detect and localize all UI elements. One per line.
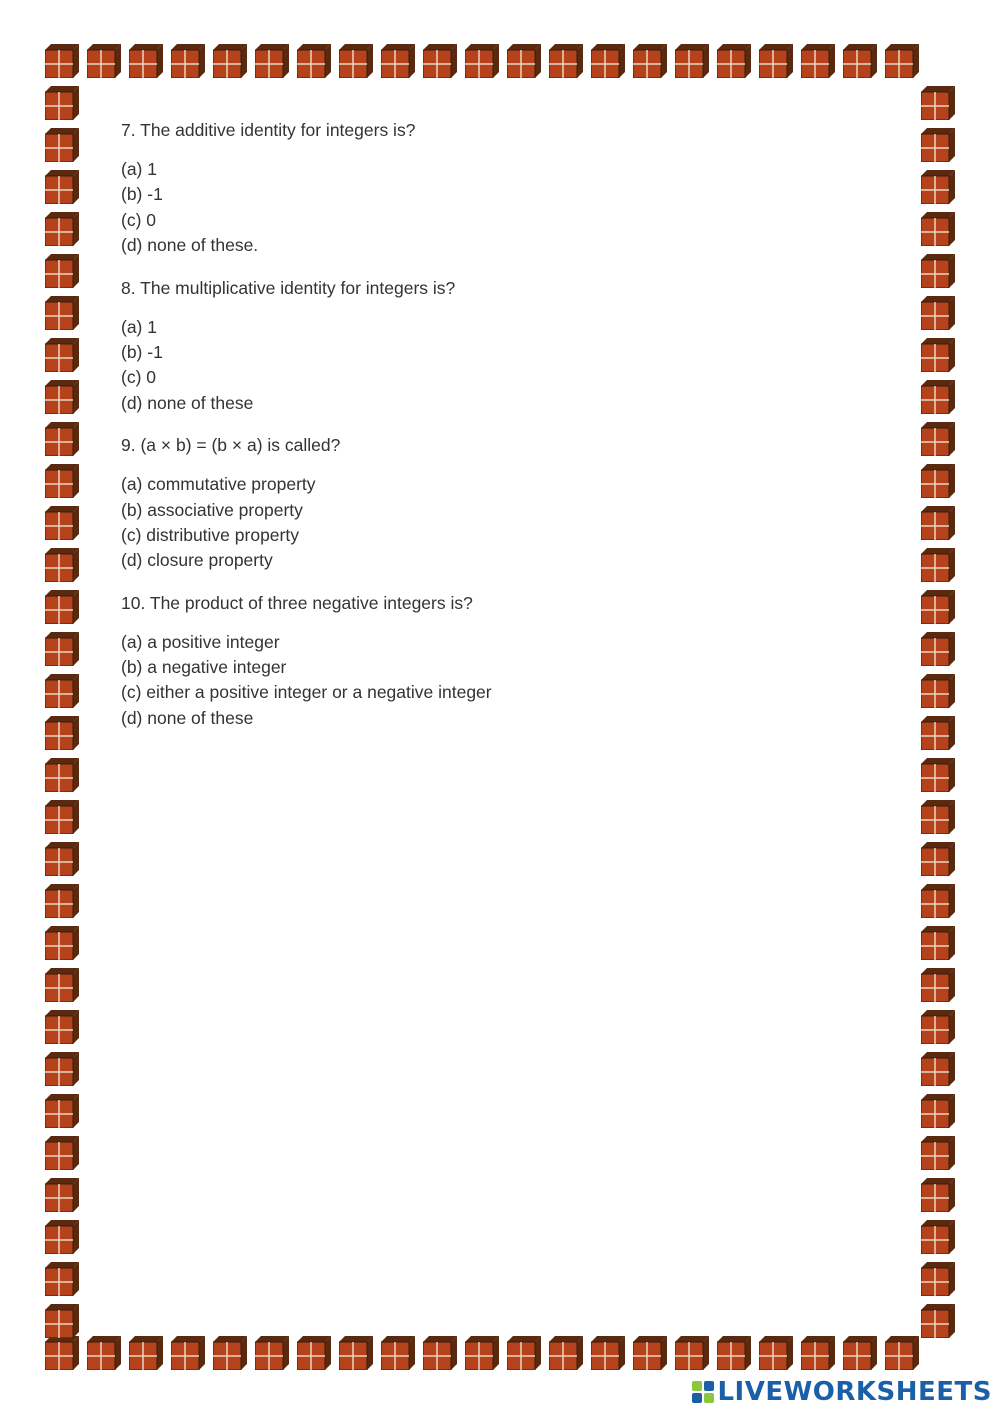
- border-brick: [255, 44, 289, 78]
- brick-icon: [45, 758, 79, 792]
- option-c[interactable]: (c) distributive property: [121, 524, 299, 545]
- border-brick: [717, 44, 751, 78]
- brick-icon: [45, 338, 79, 372]
- border-brick: [921, 86, 955, 120]
- option-b[interactable]: (b) a negative integer: [121, 657, 287, 678]
- brick-icon: [843, 44, 877, 78]
- option-d[interactable]: (d) none of these.: [121, 235, 259, 256]
- brick-icon: [297, 1336, 331, 1370]
- brick-icon: [921, 422, 955, 456]
- liveworksheets-logo-text: LIVEWORKSHEETS: [717, 1377, 992, 1407]
- brick-icon: [129, 44, 163, 78]
- border-brick: [45, 674, 79, 708]
- brick-icon: [465, 44, 499, 78]
- border-brick: [45, 296, 79, 330]
- brick-icon: [921, 884, 955, 918]
- brick-icon: [507, 44, 541, 78]
- border-brick: [921, 884, 955, 918]
- border-brick: [381, 1336, 415, 1370]
- brick-icon: [921, 758, 955, 792]
- brick-icon: [45, 1262, 79, 1296]
- brick-icon: [45, 86, 79, 120]
- border-brick: [921, 464, 955, 498]
- border-brick: [45, 1178, 79, 1212]
- border-brick: [45, 86, 79, 120]
- brick-icon: [45, 170, 79, 204]
- border-brick: [921, 1052, 955, 1086]
- question-prompt: 7. The additive identity for integers is?: [121, 120, 416, 140]
- brick-icon: [921, 926, 955, 960]
- border-brick: [921, 212, 955, 246]
- border-brick: [921, 1094, 955, 1128]
- border-brick: [213, 1336, 247, 1370]
- brick-icon: [45, 506, 79, 540]
- border-brick: [171, 44, 205, 78]
- brick-icon: [45, 44, 79, 78]
- border-brick: [921, 842, 955, 876]
- brick-icon: [759, 44, 793, 78]
- brick-icon: [45, 716, 79, 750]
- brick-icon: [45, 128, 79, 162]
- brick-icon: [45, 464, 79, 498]
- border-brick: [921, 128, 955, 162]
- liveworksheets-logo: [692, 1377, 992, 1407]
- brick-icon: [45, 1304, 79, 1338]
- brick-icon: [45, 842, 79, 876]
- brick-icon: [339, 44, 373, 78]
- brick-icon: [45, 968, 79, 1002]
- option-d[interactable]: (d) none of these: [121, 707, 254, 728]
- option-a[interactable]: (a) commutative property: [121, 474, 316, 495]
- border-brick: [45, 254, 79, 288]
- question-block-8: [121, 276, 901, 417]
- question-prompt: 10. The product of three negative integers is?: [121, 592, 473, 613]
- brick-icon: [921, 674, 955, 708]
- option-d[interactable]: (d) closure property: [121, 550, 273, 571]
- border-brick: [465, 44, 499, 78]
- brick-icon: [717, 44, 751, 78]
- border-brick: [507, 1336, 541, 1370]
- brick-icon: [45, 1094, 79, 1128]
- brick-icon: [921, 254, 955, 288]
- liveworksheets-logo-icon: [692, 1381, 714, 1403]
- option-b[interactable]: (b) associative property: [121, 499, 303, 520]
- border-brick: [129, 44, 163, 78]
- brick-icon: [213, 1336, 247, 1370]
- brick-icon: [381, 44, 415, 78]
- border-brick: [921, 590, 955, 624]
- border-brick: [87, 44, 121, 78]
- border-brick: [507, 44, 541, 78]
- border-brick: [921, 758, 955, 792]
- border-brick: [45, 926, 79, 960]
- border-brick: [45, 380, 79, 414]
- border-brick: [255, 1336, 289, 1370]
- brick-icon: [591, 44, 625, 78]
- brick-icon: [921, 968, 955, 1002]
- border-brick: [45, 1220, 79, 1254]
- border-brick: [921, 1220, 955, 1254]
- border-brick: [921, 380, 955, 414]
- border-brick: [921, 296, 955, 330]
- border-brick: [759, 1336, 793, 1370]
- option-b[interactable]: (b) -1: [121, 184, 163, 205]
- brick-icon: [921, 506, 955, 540]
- border-brick: [921, 1136, 955, 1170]
- brick-icon: [921, 296, 955, 330]
- border-brick: [675, 1336, 709, 1370]
- brick-icon: [45, 1336, 79, 1370]
- border-brick: [45, 758, 79, 792]
- border-brick: [717, 1336, 751, 1370]
- border-brick: [921, 716, 955, 750]
- border-brick: [45, 884, 79, 918]
- question-block-7: [121, 118, 901, 259]
- brick-icon: [45, 1010, 79, 1044]
- brick-icon: [843, 1336, 877, 1370]
- border-brick: [339, 44, 373, 78]
- brick-icon: [921, 1262, 955, 1296]
- border-brick: [129, 1336, 163, 1370]
- brick-icon: [921, 590, 955, 624]
- border-brick: [45, 170, 79, 204]
- brick-icon: [129, 1336, 163, 1370]
- border-brick: [171, 1336, 205, 1370]
- border-brick: [381, 44, 415, 78]
- brick-icon: [423, 1336, 457, 1370]
- border-brick: [591, 1336, 625, 1370]
- option-c[interactable]: (c) 0: [121, 367, 156, 388]
- brick-icon: [339, 1336, 373, 1370]
- brick-icon: [465, 1336, 499, 1370]
- options-list: [121, 630, 901, 732]
- brick-icon: [921, 632, 955, 666]
- brick-icon: [171, 44, 205, 78]
- brick-icon: [507, 1336, 541, 1370]
- brick-icon: [675, 44, 709, 78]
- border-brick: [921, 800, 955, 834]
- border-brick: [45, 1010, 79, 1044]
- border-brick: [45, 590, 79, 624]
- brick-icon: [45, 632, 79, 666]
- brick-icon: [921, 128, 955, 162]
- brick-icon: [885, 44, 919, 78]
- border-brick: [921, 1178, 955, 1212]
- border-brick: [921, 1010, 955, 1044]
- border-brick: [549, 44, 583, 78]
- border-brick: [801, 44, 835, 78]
- border-brick: [921, 338, 955, 372]
- brick-icon: [921, 1010, 955, 1044]
- border-brick: [45, 506, 79, 540]
- brick-icon: [921, 1094, 955, 1128]
- border-brick: [885, 44, 919, 78]
- border-brick: [45, 422, 79, 456]
- border-brick: [339, 1336, 373, 1370]
- brick-icon: [45, 884, 79, 918]
- brick-icon: [717, 1336, 751, 1370]
- border-brick: [591, 44, 625, 78]
- brick-icon: [171, 1336, 205, 1370]
- border-brick: [45, 44, 79, 78]
- border-brick: [45, 716, 79, 750]
- border-brick: [843, 1336, 877, 1370]
- border-brick: [45, 212, 79, 246]
- border-brick: [45, 632, 79, 666]
- brick-icon: [921, 800, 955, 834]
- border-brick: [633, 44, 667, 78]
- brick-icon: [45, 548, 79, 582]
- border-brick: [45, 1336, 79, 1370]
- border-brick: [549, 1336, 583, 1370]
- brick-icon: [45, 1052, 79, 1086]
- border-brick: [921, 254, 955, 288]
- border-brick: [675, 44, 709, 78]
- brick-icon: [921, 1304, 955, 1338]
- border-brick: [45, 800, 79, 834]
- brick-icon: [921, 842, 955, 876]
- brick-icon: [921, 170, 955, 204]
- border-brick: [45, 1304, 79, 1338]
- brick-icon: [381, 1336, 415, 1370]
- border-brick: [801, 1336, 835, 1370]
- brick-icon: [45, 1220, 79, 1254]
- options-list: [121, 472, 901, 574]
- brick-icon: [45, 212, 79, 246]
- brick-icon: [921, 1052, 955, 1086]
- border-brick: [87, 1336, 121, 1370]
- brick-icon: [45, 674, 79, 708]
- border-brick: [297, 44, 331, 78]
- brick-icon: [591, 1336, 625, 1370]
- border-brick: [423, 1336, 457, 1370]
- options-list: [121, 315, 901, 417]
- brick-icon: [921, 86, 955, 120]
- brick-icon: [45, 380, 79, 414]
- brick-icon: [921, 464, 955, 498]
- brick-icon: [87, 1336, 121, 1370]
- border-brick: [921, 422, 955, 456]
- border-brick: [921, 548, 955, 582]
- border-brick: [45, 128, 79, 162]
- brick-icon: [255, 1336, 289, 1370]
- question-block-10: [121, 591, 901, 732]
- question-prompt: 9. (a × b) = (b × a) is called?: [121, 435, 341, 456]
- border-brick: [45, 968, 79, 1002]
- border-brick: [921, 506, 955, 540]
- brick-icon: [45, 422, 79, 456]
- border-brick: [45, 1094, 79, 1128]
- brick-icon: [45, 254, 79, 288]
- brick-icon: [921, 212, 955, 246]
- border-brick: [213, 44, 247, 78]
- border-brick: [465, 1336, 499, 1370]
- brick-icon: [633, 44, 667, 78]
- border-brick: [45, 548, 79, 582]
- border-brick: [921, 968, 955, 1002]
- question-block-9: [121, 433, 901, 574]
- border-brick: [423, 44, 457, 78]
- brick-icon: [423, 44, 457, 78]
- question-prompt: 8. The multiplicative identity for integers is?: [121, 277, 456, 298]
- option-c[interactable]: (c) 0: [121, 209, 156, 230]
- border-brick: [921, 926, 955, 960]
- border-brick: [45, 464, 79, 498]
- brick-icon: [921, 1136, 955, 1170]
- border-brick: [45, 1136, 79, 1170]
- option-d[interactable]: (d) none of these: [121, 392, 254, 413]
- brick-icon: [921, 716, 955, 750]
- brick-icon: [549, 1336, 583, 1370]
- brick-icon: [759, 1336, 793, 1370]
- option-a[interactable]: (a) 1: [121, 159, 157, 179]
- border-brick: [45, 1262, 79, 1296]
- brick-icon: [87, 44, 121, 78]
- brick-icon: [801, 1336, 835, 1370]
- border-brick: [45, 842, 79, 876]
- border-brick: [921, 170, 955, 204]
- brick-icon: [213, 44, 247, 78]
- brick-icon: [255, 44, 289, 78]
- brick-icon: [885, 1336, 919, 1370]
- brick-icon: [675, 1336, 709, 1370]
- border-brick: [843, 44, 877, 78]
- brick-icon: [633, 1336, 667, 1370]
- options-list: [121, 157, 901, 259]
- border-brick: [297, 1336, 331, 1370]
- brick-icon: [45, 590, 79, 624]
- border-brick: [633, 1336, 667, 1370]
- brick-icon: [45, 296, 79, 330]
- border-brick: [921, 1304, 955, 1338]
- option-c[interactable]: (c) either a positive integer or a negative integer: [121, 682, 492, 703]
- brick-icon: [921, 338, 955, 372]
- brick-icon: [921, 548, 955, 582]
- border-brick: [885, 1336, 919, 1370]
- brick-icon: [921, 1178, 955, 1212]
- brick-icon: [549, 44, 583, 78]
- brick-icon: [45, 1178, 79, 1212]
- option-a[interactable]: (a) a positive integer: [121, 631, 280, 652]
- brick-icon: [297, 44, 331, 78]
- border-brick: [45, 1052, 79, 1086]
- brick-icon: [921, 1220, 955, 1254]
- worksheet-content: [121, 118, 901, 748]
- brick-icon: [921, 380, 955, 414]
- border-brick: [921, 632, 955, 666]
- border-brick: [759, 44, 793, 78]
- brick-icon: [45, 1136, 79, 1170]
- brick-icon: [45, 800, 79, 834]
- border-brick: [921, 674, 955, 708]
- brick-icon: [801, 44, 835, 78]
- border-brick: [45, 338, 79, 372]
- option-a[interactable]: (a) 1: [121, 316, 157, 337]
- option-b[interactable]: (b) -1: [121, 341, 163, 362]
- brick-icon: [45, 926, 79, 960]
- border-brick: [921, 1262, 955, 1296]
